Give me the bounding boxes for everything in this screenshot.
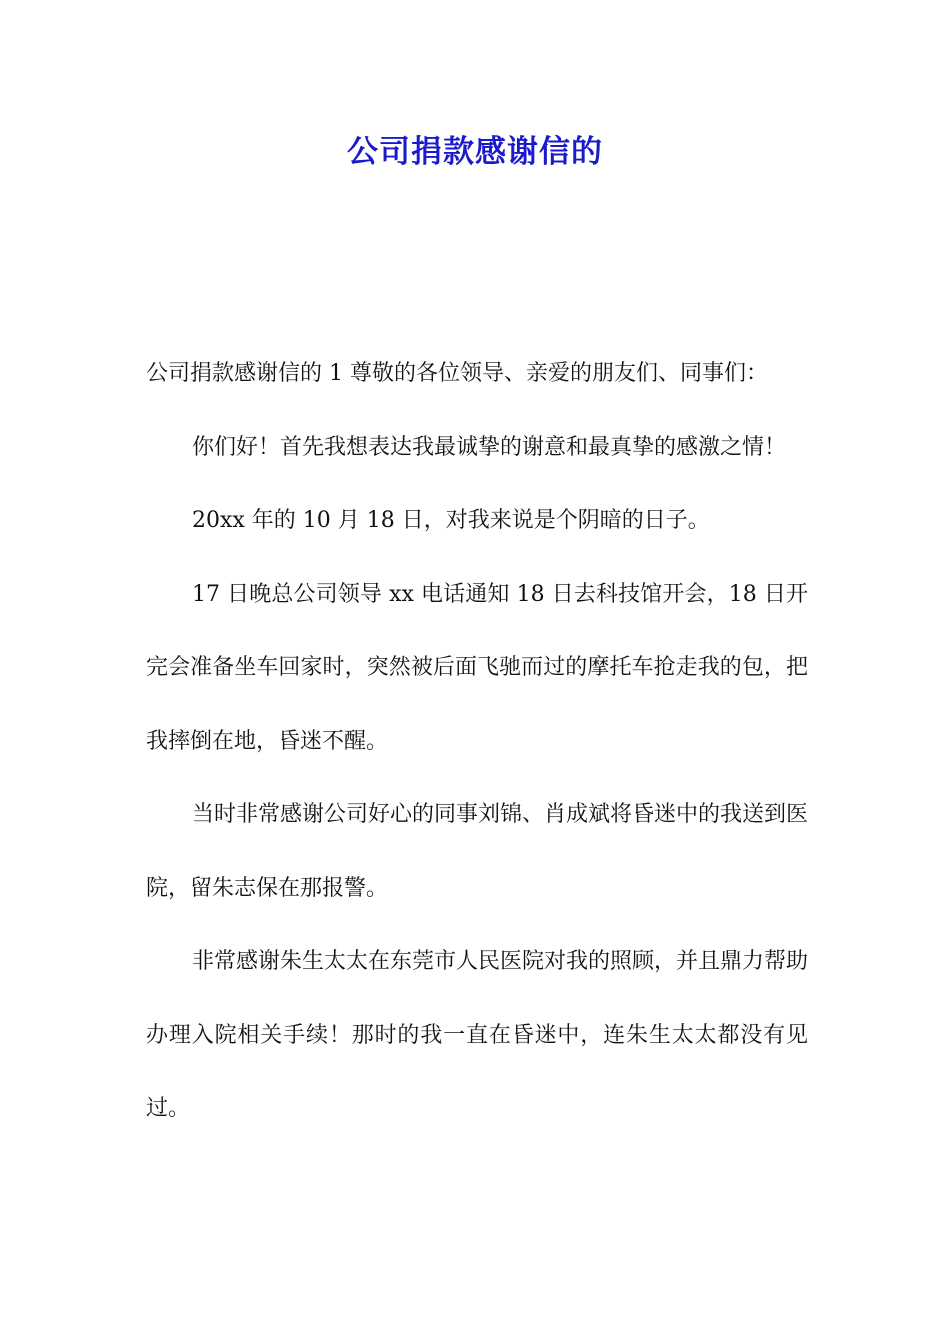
date-paragraph: 20xx 年的 10 月 18 日，对我来说是个阴暗的日子。 (192, 508, 710, 533)
hospital-thanks-paragraph: 非常感谢朱生太太在东莞市人民医院对我的照顾，并且鼎力帮助办理入院相关手续！那时的我一直在昏迷中，连朱生太太都没有见过。 (146, 949, 809, 1121)
salutation-paragraph: 公司捐款感谢信的 1 尊敬的各位领导、亲爱的朋友们、同事们： (146, 361, 768, 386)
document-title: 公司捐款感谢信的 (347, 134, 603, 170)
greeting-paragraph: 你们好！首先我想表达我最诚挚的谢意和最真挚的感激之情！ (192, 434, 787, 460)
colleagues-thanks-paragraph: 当时非常感谢公司好心的同事刘锦、肖成斌将昏迷中的我送到医院，留朱志保在那报警。 (146, 802, 809, 901)
incident-paragraph: 17 日晚总公司领导 xx 电话通知 18 日去科技馆开会，18 日开完会准备坐车回家时，突然被后面飞驰而过的摩托车抢走我的包，把我摔倒在地，昏迷不醒。 (146, 581, 808, 754)
document-body (146, 337, 808, 1146)
